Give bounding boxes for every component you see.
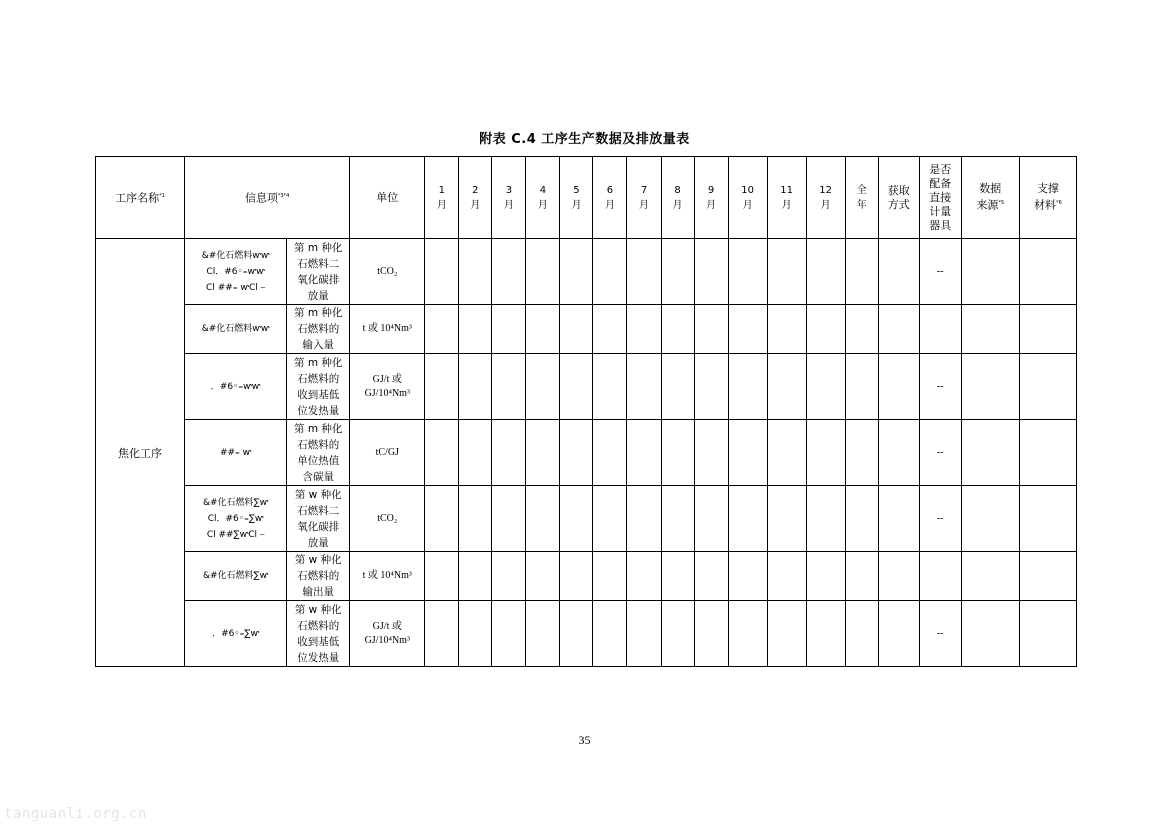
formula-line: ．#6◦₌∑ⱳ <box>212 628 260 639</box>
month-value-cell[interactable] <box>728 354 767 420</box>
month-value-cell[interactable] <box>526 486 560 552</box>
formula-line: ．#6◦₌ⱳⱳ <box>210 381 261 392</box>
formula-line: &#化石燃料ⱳⱳ <box>201 324 270 334</box>
month-value-cell[interactable] <box>661 601 694 667</box>
month-value-cell[interactable] <box>627 552 661 601</box>
month-value-cell[interactable] <box>492 601 526 667</box>
info-description-cell: 第 w 种化 石燃料的 输出量 <box>287 552 350 601</box>
meter-cell[interactable] <box>919 552 961 601</box>
month-value-cell[interactable] <box>806 601 845 667</box>
month-value-cell[interactable] <box>593 239 627 305</box>
year-value-cell[interactable] <box>845 420 878 486</box>
formula-cell <box>185 552 287 601</box>
month-value-cell[interactable] <box>425 354 459 420</box>
source-cell[interactable] <box>961 305 1019 354</box>
month-value-cell[interactable] <box>492 239 526 305</box>
month-value-cell[interactable] <box>627 486 661 552</box>
info-description-cell: 第 m 种化 石燃料的 收到基低 位发热量 <box>287 354 350 420</box>
method-cell[interactable] <box>878 420 919 486</box>
month-value-cell[interactable] <box>767 354 806 420</box>
year-value-cell[interactable] <box>845 239 878 305</box>
month-value-cell[interactable] <box>459 601 492 667</box>
unit-cell: tCO₂ <box>350 486 425 552</box>
month-value-cell[interactable] <box>492 486 526 552</box>
header-year: 全 年 <box>845 157 878 239</box>
source-cell[interactable] <box>961 420 1019 486</box>
month-value-cell[interactable] <box>459 305 492 354</box>
meter-cell[interactable]: -- <box>919 239 961 305</box>
month-value-cell[interactable] <box>492 420 526 486</box>
month-value-cell[interactable] <box>425 552 459 601</box>
month-value-cell[interactable] <box>593 420 627 486</box>
month-value-cell[interactable] <box>767 239 806 305</box>
month-value-cell[interactable] <box>694 305 728 354</box>
header-month: 7 月 <box>627 157 661 239</box>
unit-cell: t 或 10⁴Nm³ <box>350 552 425 601</box>
month-value-cell[interactable] <box>694 354 728 420</box>
formula-line: Cl．#6◦₌ⱳⱳ <box>206 266 265 277</box>
month-value-cell[interactable] <box>661 552 694 601</box>
header-month: 11 月 <box>767 157 806 239</box>
month-value-cell[interactable] <box>593 601 627 667</box>
header-month: 12 月 <box>806 157 845 239</box>
month-value-cell[interactable] <box>560 239 593 305</box>
month-value-cell[interactable] <box>661 354 694 420</box>
month-value-cell[interactable] <box>526 420 560 486</box>
unit-cell: t 或 10⁴Nm³ <box>350 305 425 354</box>
month-value-cell[interactable] <box>661 239 694 305</box>
method-cell[interactable] <box>878 305 919 354</box>
month-value-cell[interactable] <box>627 305 661 354</box>
month-value-cell[interactable] <box>694 420 728 486</box>
support-cell[interactable] <box>1019 420 1076 486</box>
header-month: 6 月 <box>593 157 627 239</box>
month-value-cell[interactable] <box>728 601 767 667</box>
month-value-cell[interactable] <box>627 239 661 305</box>
formula-cell <box>185 354 287 420</box>
table-row <box>96 420 1077 486</box>
month-value-cell[interactable] <box>806 305 845 354</box>
month-value-cell[interactable] <box>806 552 845 601</box>
support-cell[interactable] <box>1019 305 1076 354</box>
formula-cell <box>185 486 287 552</box>
table-row <box>96 552 1077 601</box>
source-cell[interactable] <box>961 552 1019 601</box>
month-value-cell[interactable] <box>728 305 767 354</box>
month-value-cell[interactable] <box>661 486 694 552</box>
source-cell[interactable] <box>961 239 1019 305</box>
table-title: 附表 C.4 工序生产数据及排放量表 <box>479 132 690 147</box>
month-value-cell[interactable] <box>767 601 806 667</box>
header-month: 8 月 <box>661 157 694 239</box>
support-cell[interactable] <box>1019 486 1076 552</box>
year-value-cell[interactable] <box>845 486 878 552</box>
info-description-cell: 第 m 种化 石燃料二 氧化碳排 放量 <box>287 239 350 305</box>
meter-cell[interactable] <box>919 305 961 354</box>
header-month: 9 月 <box>694 157 728 239</box>
unit-cell: GJ/t 或 GJ/10⁴Nm³ <box>350 354 425 420</box>
month-value-cell[interactable] <box>728 420 767 486</box>
month-value-cell[interactable] <box>526 552 560 601</box>
info-description-cell: 第 m 种化 石燃料的 输入量 <box>287 305 350 354</box>
month-value-cell[interactable] <box>728 552 767 601</box>
month-value-cell[interactable] <box>459 239 492 305</box>
month-value-cell[interactable] <box>492 305 526 354</box>
month-value-cell[interactable] <box>627 420 661 486</box>
header-month: 4 月 <box>526 157 560 239</box>
month-value-cell[interactable] <box>627 601 661 667</box>
month-value-cell[interactable] <box>767 305 806 354</box>
method-cell[interactable] <box>878 354 919 420</box>
month-value-cell[interactable] <box>560 601 593 667</box>
header-info: 信息项$^{*3*4}$ <box>185 157 350 239</box>
year-value-cell[interactable] <box>845 354 878 420</box>
source-cell[interactable] <box>961 486 1019 552</box>
header-process: 工序名称$^{*1}$ <box>96 157 185 239</box>
page-number: 35 <box>578 733 591 747</box>
month-value-cell[interactable] <box>526 305 560 354</box>
month-value-cell[interactable] <box>560 305 593 354</box>
month-value-cell[interactable] <box>560 420 593 486</box>
month-value-cell[interactable] <box>728 486 767 552</box>
header-month: 1 月 <box>425 157 459 239</box>
month-value-cell[interactable] <box>694 486 728 552</box>
formula-cell <box>185 305 287 354</box>
year-value-cell[interactable] <box>845 601 878 667</box>
method-cell[interactable] <box>878 552 919 601</box>
info-description-cell: 第 m 种化 石燃料的 单位热值 含碳量 <box>287 420 350 486</box>
month-value-cell[interactable] <box>593 305 627 354</box>
formula-line: ##₌ ⱳ <box>219 447 252 458</box>
table-row <box>96 354 1077 420</box>
unit-cell: tC/GJ <box>350 420 425 486</box>
month-value-cell[interactable] <box>767 486 806 552</box>
month-value-cell[interactable] <box>661 305 694 354</box>
table-row <box>96 486 1077 552</box>
formula-cell <box>185 420 287 486</box>
source-cell[interactable] <box>961 354 1019 420</box>
month-value-cell[interactable] <box>560 486 593 552</box>
month-value-cell[interactable] <box>806 420 845 486</box>
method-cell[interactable] <box>878 239 919 305</box>
header-method: 获取 方式 <box>878 157 919 239</box>
month-value-cell[interactable] <box>492 552 526 601</box>
month-value-cell[interactable] <box>806 354 845 420</box>
month-value-cell[interactable] <box>767 420 806 486</box>
month-value-cell[interactable] <box>526 354 560 420</box>
month-value-cell[interactable] <box>459 552 492 601</box>
meter-cell[interactable]: -- <box>919 420 961 486</box>
month-value-cell[interactable] <box>728 239 767 305</box>
month-value-cell[interactable] <box>492 354 526 420</box>
month-value-cell[interactable] <box>694 552 728 601</box>
method-cell[interactable] <box>878 486 919 552</box>
table-row <box>96 305 1077 354</box>
month-value-cell[interactable] <box>694 239 728 305</box>
month-value-cell[interactable] <box>425 486 459 552</box>
meter-cell[interactable]: -- <box>919 486 961 552</box>
month-value-cell[interactable] <box>593 354 627 420</box>
header-meter: 是否 配备 直接 计量 器具 <box>919 157 961 239</box>
formula-line: &#化石燃料∑ⱳ <box>202 571 269 581</box>
formula-line: Cl ##∑ⱳCl ⎯ <box>206 529 265 540</box>
month-value-cell[interactable] <box>425 601 459 667</box>
formula-line: Cl ##₌ ⱳCl ⎯ <box>206 282 266 293</box>
info-description-cell: 第 w 种化 石燃料的 收到基低 位发热量 <box>287 601 350 667</box>
watermark: tanguanli.org.cn <box>4 806 147 822</box>
support-cell[interactable] <box>1019 601 1076 667</box>
process-name-cell: 焦化工序 <box>96 239 185 667</box>
year-value-cell[interactable] <box>845 552 878 601</box>
month-value-cell[interactable] <box>459 420 492 486</box>
header-row <box>96 157 1077 239</box>
formula-line: Cl．#6◦₌∑ⱳ <box>207 513 264 524</box>
month-value-cell[interactable] <box>627 354 661 420</box>
source-cell[interactable] <box>961 601 1019 667</box>
month-value-cell[interactable] <box>560 354 593 420</box>
support-cell[interactable] <box>1019 552 1076 601</box>
month-value-cell[interactable] <box>459 486 492 552</box>
formula-cell <box>185 601 287 667</box>
meter-cell[interactable]: -- <box>919 354 961 420</box>
header-month: 3 月 <box>492 157 526 239</box>
month-value-cell[interactable] <box>425 305 459 354</box>
unit-cell: GJ/t 或 GJ/10⁴Nm³ <box>350 601 425 667</box>
month-value-cell[interactable] <box>593 552 627 601</box>
formula-cell <box>185 239 287 305</box>
header-month: 10 月 <box>728 157 767 239</box>
production-emission-table <box>95 156 1077 667</box>
table-row <box>96 239 1077 305</box>
formula-line: &#化石燃料∑ⱳ <box>202 497 269 508</box>
header-source: 数据 来源$^{*5}$ <box>961 157 1019 239</box>
month-value-cell[interactable] <box>526 601 560 667</box>
header-unit: 单位 <box>350 157 425 239</box>
meter-cell[interactable]: -- <box>919 601 961 667</box>
support-cell[interactable] <box>1019 239 1076 305</box>
table-row <box>96 601 1077 667</box>
info-description-cell: 第 w 种化 石燃料二 氧化碳排 放量 <box>287 486 350 552</box>
year-value-cell[interactable] <box>845 305 878 354</box>
month-value-cell[interactable] <box>560 552 593 601</box>
support-cell[interactable] <box>1019 354 1076 420</box>
month-value-cell[interactable] <box>694 601 728 667</box>
month-value-cell[interactable] <box>767 552 806 601</box>
month-value-cell[interactable] <box>526 239 560 305</box>
method-cell[interactable] <box>878 601 919 667</box>
unit-cell: tCO₂ <box>350 239 425 305</box>
month-value-cell[interactable] <box>425 239 459 305</box>
month-value-cell[interactable] <box>593 486 627 552</box>
header-month: 5 月 <box>560 157 593 239</box>
header-support: 支撑 材料$^{*6}$ <box>1019 157 1076 239</box>
month-value-cell[interactable] <box>806 239 845 305</box>
month-value-cell[interactable] <box>806 486 845 552</box>
header-month: 2 月 <box>459 157 492 239</box>
month-value-cell[interactable] <box>661 420 694 486</box>
month-value-cell[interactable] <box>425 420 459 486</box>
formula-line: &#化石燃料ⱳⱳ <box>201 250 270 261</box>
month-value-cell[interactable] <box>459 354 492 420</box>
